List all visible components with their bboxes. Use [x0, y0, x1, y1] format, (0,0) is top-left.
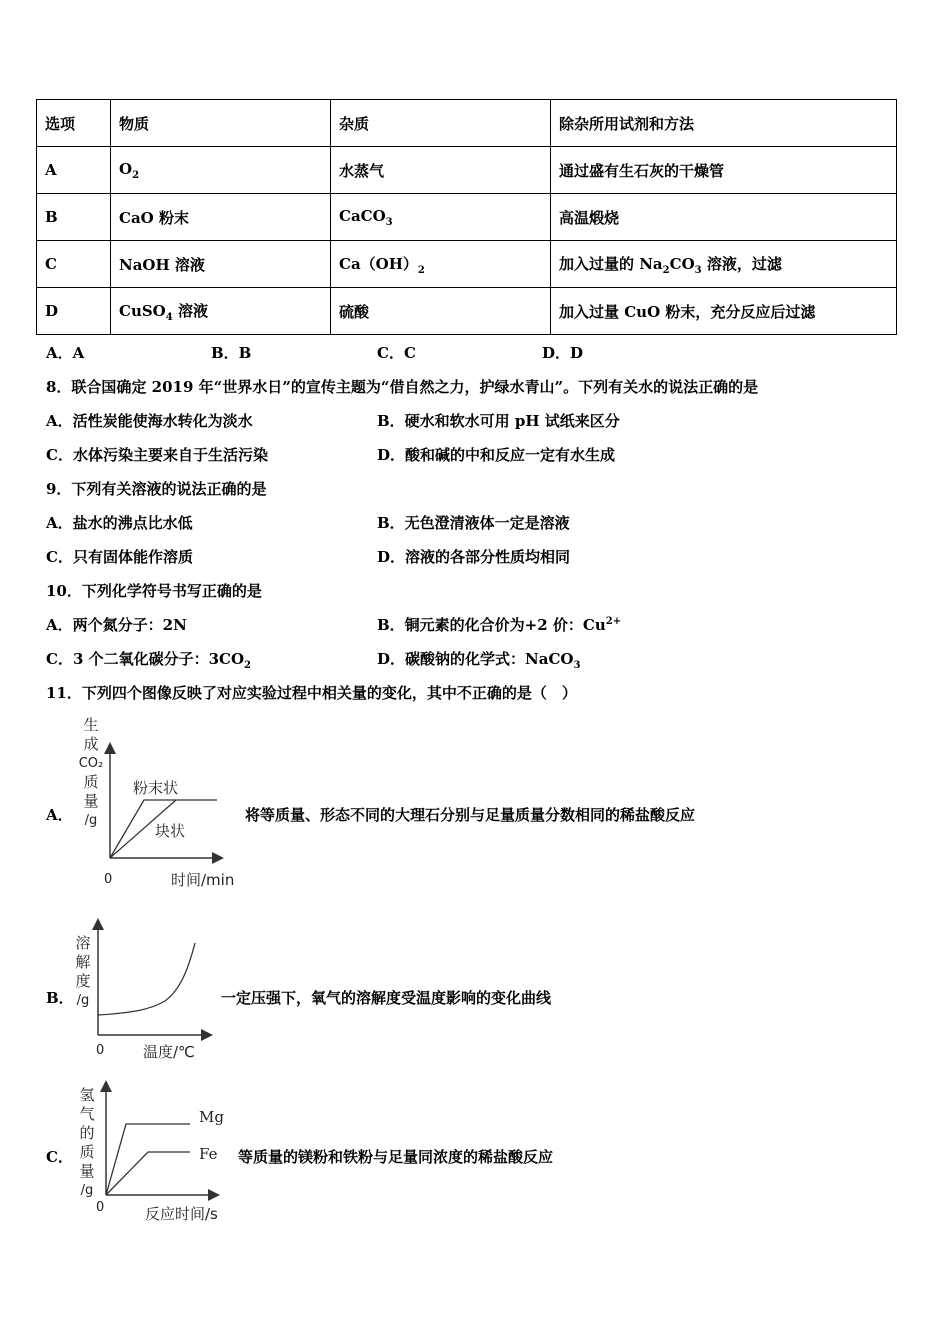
q10-stem: 10．下列化学符号书写正确的是: [46, 582, 262, 600]
graph-b-origin: 0: [96, 1043, 105, 1058]
graph-a-xlabel: 时间/min: [171, 871, 235, 889]
graph-c-ylabel: 氢 气 的 质 量 /g: [79, 1086, 95, 1198]
table-cell-substance: CuSO$_4$ 溶液: [111, 288, 331, 335]
q8-stem: 8．联合国确定 2019 年“世界水日”的宣传主题为“借自然之力，护绿水青山”。下列有关水的说法正确的是: [46, 378, 759, 396]
table-cell-substance: $O_2$: [111, 147, 331, 194]
q8-option-a: A．活性炭能使海水转化为淡水: [46, 412, 253, 430]
table-row: [37, 147, 897, 194]
graph-a-curve1-label: 粉末状: [133, 779, 179, 797]
table-cell-method: 加入过量的 $Na_2CO_3$ 溶液，过滤: [551, 241, 897, 288]
q8-option-d: D．酸和碱的中和反应一定有水生成: [377, 446, 616, 464]
table-cell-option: A: [37, 147, 111, 194]
table-cell-option: C: [37, 241, 111, 288]
table-row: [37, 194, 897, 241]
impurity-table: [36, 99, 897, 335]
graph-a-caption: 将等质量、形态不同的大理石分别与足量质量分数相同的稀盐酸反应: [245, 806, 696, 824]
q7-option-b: B．B: [211, 344, 252, 362]
q10-option-b: B．铜元素的化合价为+2 价：$Cu^{2+}$: [377, 616, 622, 634]
graph-a-origin: 0: [104, 872, 113, 887]
q10-option-d: D．碳酸钠的化学式：NaCO$_3$: [377, 650, 581, 671]
q9-stem: 9．下列有关溶液的说法正确的是: [46, 480, 267, 498]
table-cell-option: B: [37, 194, 111, 241]
table-row: [37, 241, 897, 288]
table-cell-substance: NaOH 溶液: [111, 241, 331, 288]
table-header-cell: 选项: [37, 100, 111, 147]
graph-c-curve-fe: [106, 1152, 190, 1195]
graph-a-ylabel: 生 成 CO₂ 质 量 /g: [78, 716, 104, 828]
table-cell-substance: CaO 粉末: [111, 194, 331, 241]
table-cell-impurity: 水蒸气: [331, 147, 551, 194]
graph-c-plot: [100, 1080, 225, 1205]
q8-option-b: B．硬水和软水可用 pH 试纸来区分: [377, 412, 620, 430]
graph-c-caption: 等质量的镁粉和铁粉与足量同浓度的稀盐酸反应: [238, 1148, 554, 1166]
graph-c-curve2-label: Fe: [199, 1145, 218, 1163]
table-cell-method: 高温煅烧: [551, 194, 897, 241]
graph-b-curve: [98, 943, 195, 1015]
graph-c-curve-mg: [106, 1124, 190, 1195]
table-header-cell: 除杂所用试剂和方法: [551, 100, 897, 147]
graph-a-curve2-label: 块状: [155, 822, 186, 840]
table-cell-impurity: $Ca(OH)_2$: [331, 241, 551, 288]
table-header-cell: 物质: [111, 100, 331, 147]
graph-b-plot: [90, 918, 215, 1043]
graph-c-xlabel: 反应时间/s: [145, 1205, 218, 1223]
graph-c-curve1-label: Mg: [199, 1108, 224, 1126]
graph-b-ylabel: 溶 解 度 /g: [75, 934, 91, 1008]
graph-b-caption: 一定压强下，氧气的溶解度受温度影响的变化曲线: [221, 989, 552, 1007]
graph-c-origin: 0: [96, 1200, 105, 1215]
q9-option-d: D．溶液的各部分性质均相同: [377, 548, 571, 566]
q10-option-a: A．两个氮分子：2N: [46, 616, 187, 634]
table-cell-method: 通过盛有生石灰的干燥管: [551, 147, 897, 194]
table-row: [37, 288, 897, 335]
q9-option-a: A．盐水的沸点比水低: [46, 514, 193, 532]
q11-stem: 11．下列四个图像反映了对应实验过程中相关量的变化，其中不正确的是（ ）: [46, 684, 577, 702]
q11-graph-c-label: C．: [46, 1148, 73, 1166]
q9-option-b: B．无色澄清液体一定是溶液: [377, 514, 570, 532]
table-cell-option: D: [37, 288, 111, 335]
q7-option-d: D．D: [542, 344, 584, 362]
table-cell-method: 加入过量 CuO 粉末，充分反应后过滤: [551, 288, 897, 335]
q7-option-a: A．A: [46, 344, 85, 362]
q10-option-c: C．3 个二氧化碳分子：$3CO_2$: [46, 650, 252, 671]
graph-b-xlabel: 温度/℃: [143, 1043, 195, 1061]
q8-option-c: C．水体污染主要来自于生活污染: [46, 446, 268, 464]
q7-option-c: C．C: [377, 344, 416, 362]
table-header-row: [37, 100, 897, 147]
table-cell-impurity: 硫酸: [331, 288, 551, 335]
q11-graph-b-label: B．: [46, 989, 74, 1007]
q11-graph-a-label: A．: [46, 806, 73, 824]
table-header-cell: 杂质: [331, 100, 551, 147]
q9-option-c: C．只有固体能作溶质: [46, 548, 193, 566]
graph-a-plot: [100, 740, 230, 870]
table-cell-impurity: CaCO$_3$: [331, 194, 551, 241]
